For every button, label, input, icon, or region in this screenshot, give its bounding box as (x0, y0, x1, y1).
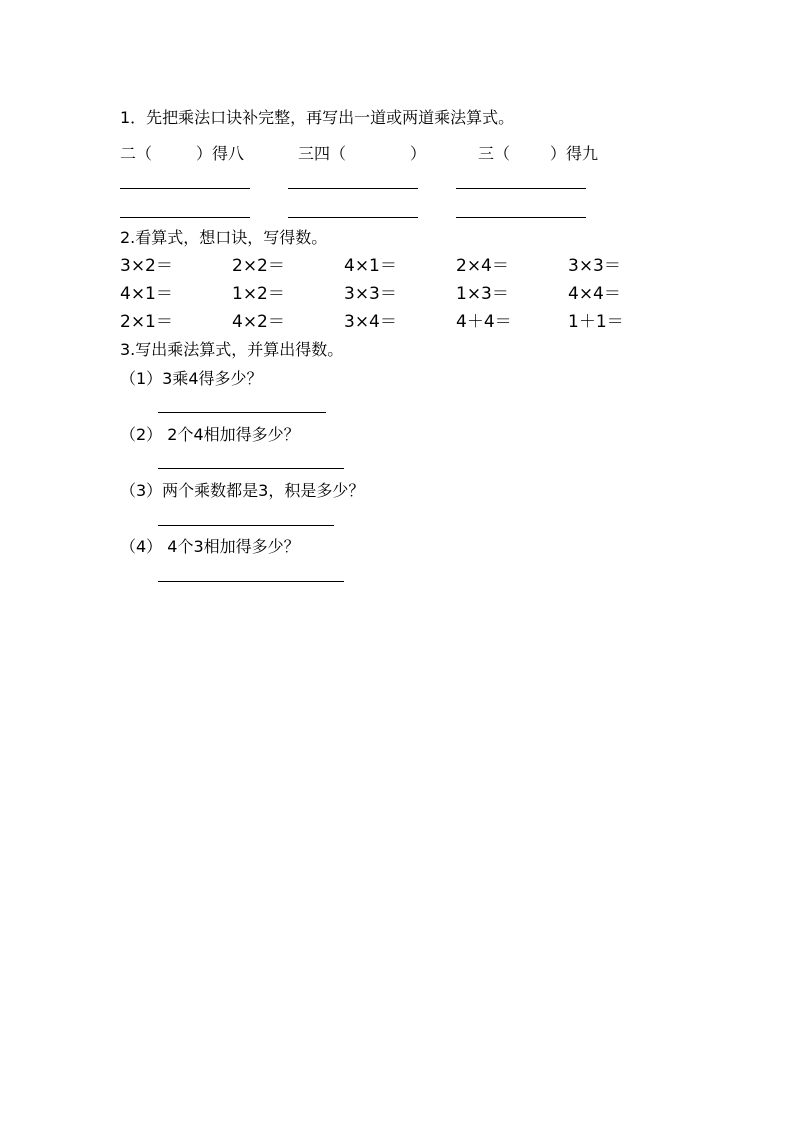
equation: 1＋1＝ (568, 312, 624, 332)
section2-heading: 2.看算式，想口诀，写得数。 (120, 228, 328, 247)
chant-2-start: 三四（ (298, 144, 347, 163)
answer-line[interactable] (158, 581, 344, 582)
equation: 4×1＝ (120, 284, 173, 304)
equation: 3×4＝ (344, 312, 397, 332)
equation: 2×4＝ (456, 256, 509, 276)
equation: 1×2＝ (232, 284, 285, 304)
chant-1-end: ）得八 (196, 144, 245, 163)
chant-1-start: 二（ (120, 144, 153, 163)
equation: 1×3＝ (456, 284, 509, 304)
answer-line[interactable] (158, 412, 326, 413)
equation: 4×2＝ (232, 312, 285, 332)
chant-3-end: ）得九 (550, 144, 599, 163)
question-4: （4） 4个3相加得多少？ (120, 537, 300, 556)
question-1: （1）3乘4得多少？ (120, 369, 263, 388)
question-3: （3）两个乘数都是3，积是多少？ (120, 481, 365, 500)
equation: 4×1＝ (344, 256, 397, 276)
equation: 4×4＝ (568, 284, 621, 304)
answer-line[interactable] (158, 468, 344, 469)
equation: 3×2＝ (120, 256, 173, 276)
answer-line[interactable] (120, 188, 250, 189)
section1-heading: 1．先把乘法口诀补完整，再写出一道或两道乘法算式。 (120, 108, 515, 127)
answer-line[interactable] (288, 188, 418, 189)
answer-line[interactable] (158, 525, 334, 526)
equation: 3×3＝ (568, 256, 621, 276)
answer-line[interactable] (456, 217, 586, 218)
equation: 2×2＝ (232, 256, 285, 276)
equation: 2×1＝ (120, 312, 173, 332)
section3-heading: 3.写出乘法算式，并算出得数。 (120, 340, 344, 359)
answer-line[interactable] (288, 217, 418, 218)
equation: 3×3＝ (344, 284, 397, 304)
chant-2-end: ） (410, 144, 427, 163)
answer-line[interactable] (120, 217, 250, 218)
question-2: （2） 2个4相加得多少？ (120, 425, 300, 444)
equation: 4＋4＝ (456, 312, 512, 332)
answer-line[interactable] (456, 188, 586, 189)
chant-3-start: 三（ (478, 144, 511, 163)
